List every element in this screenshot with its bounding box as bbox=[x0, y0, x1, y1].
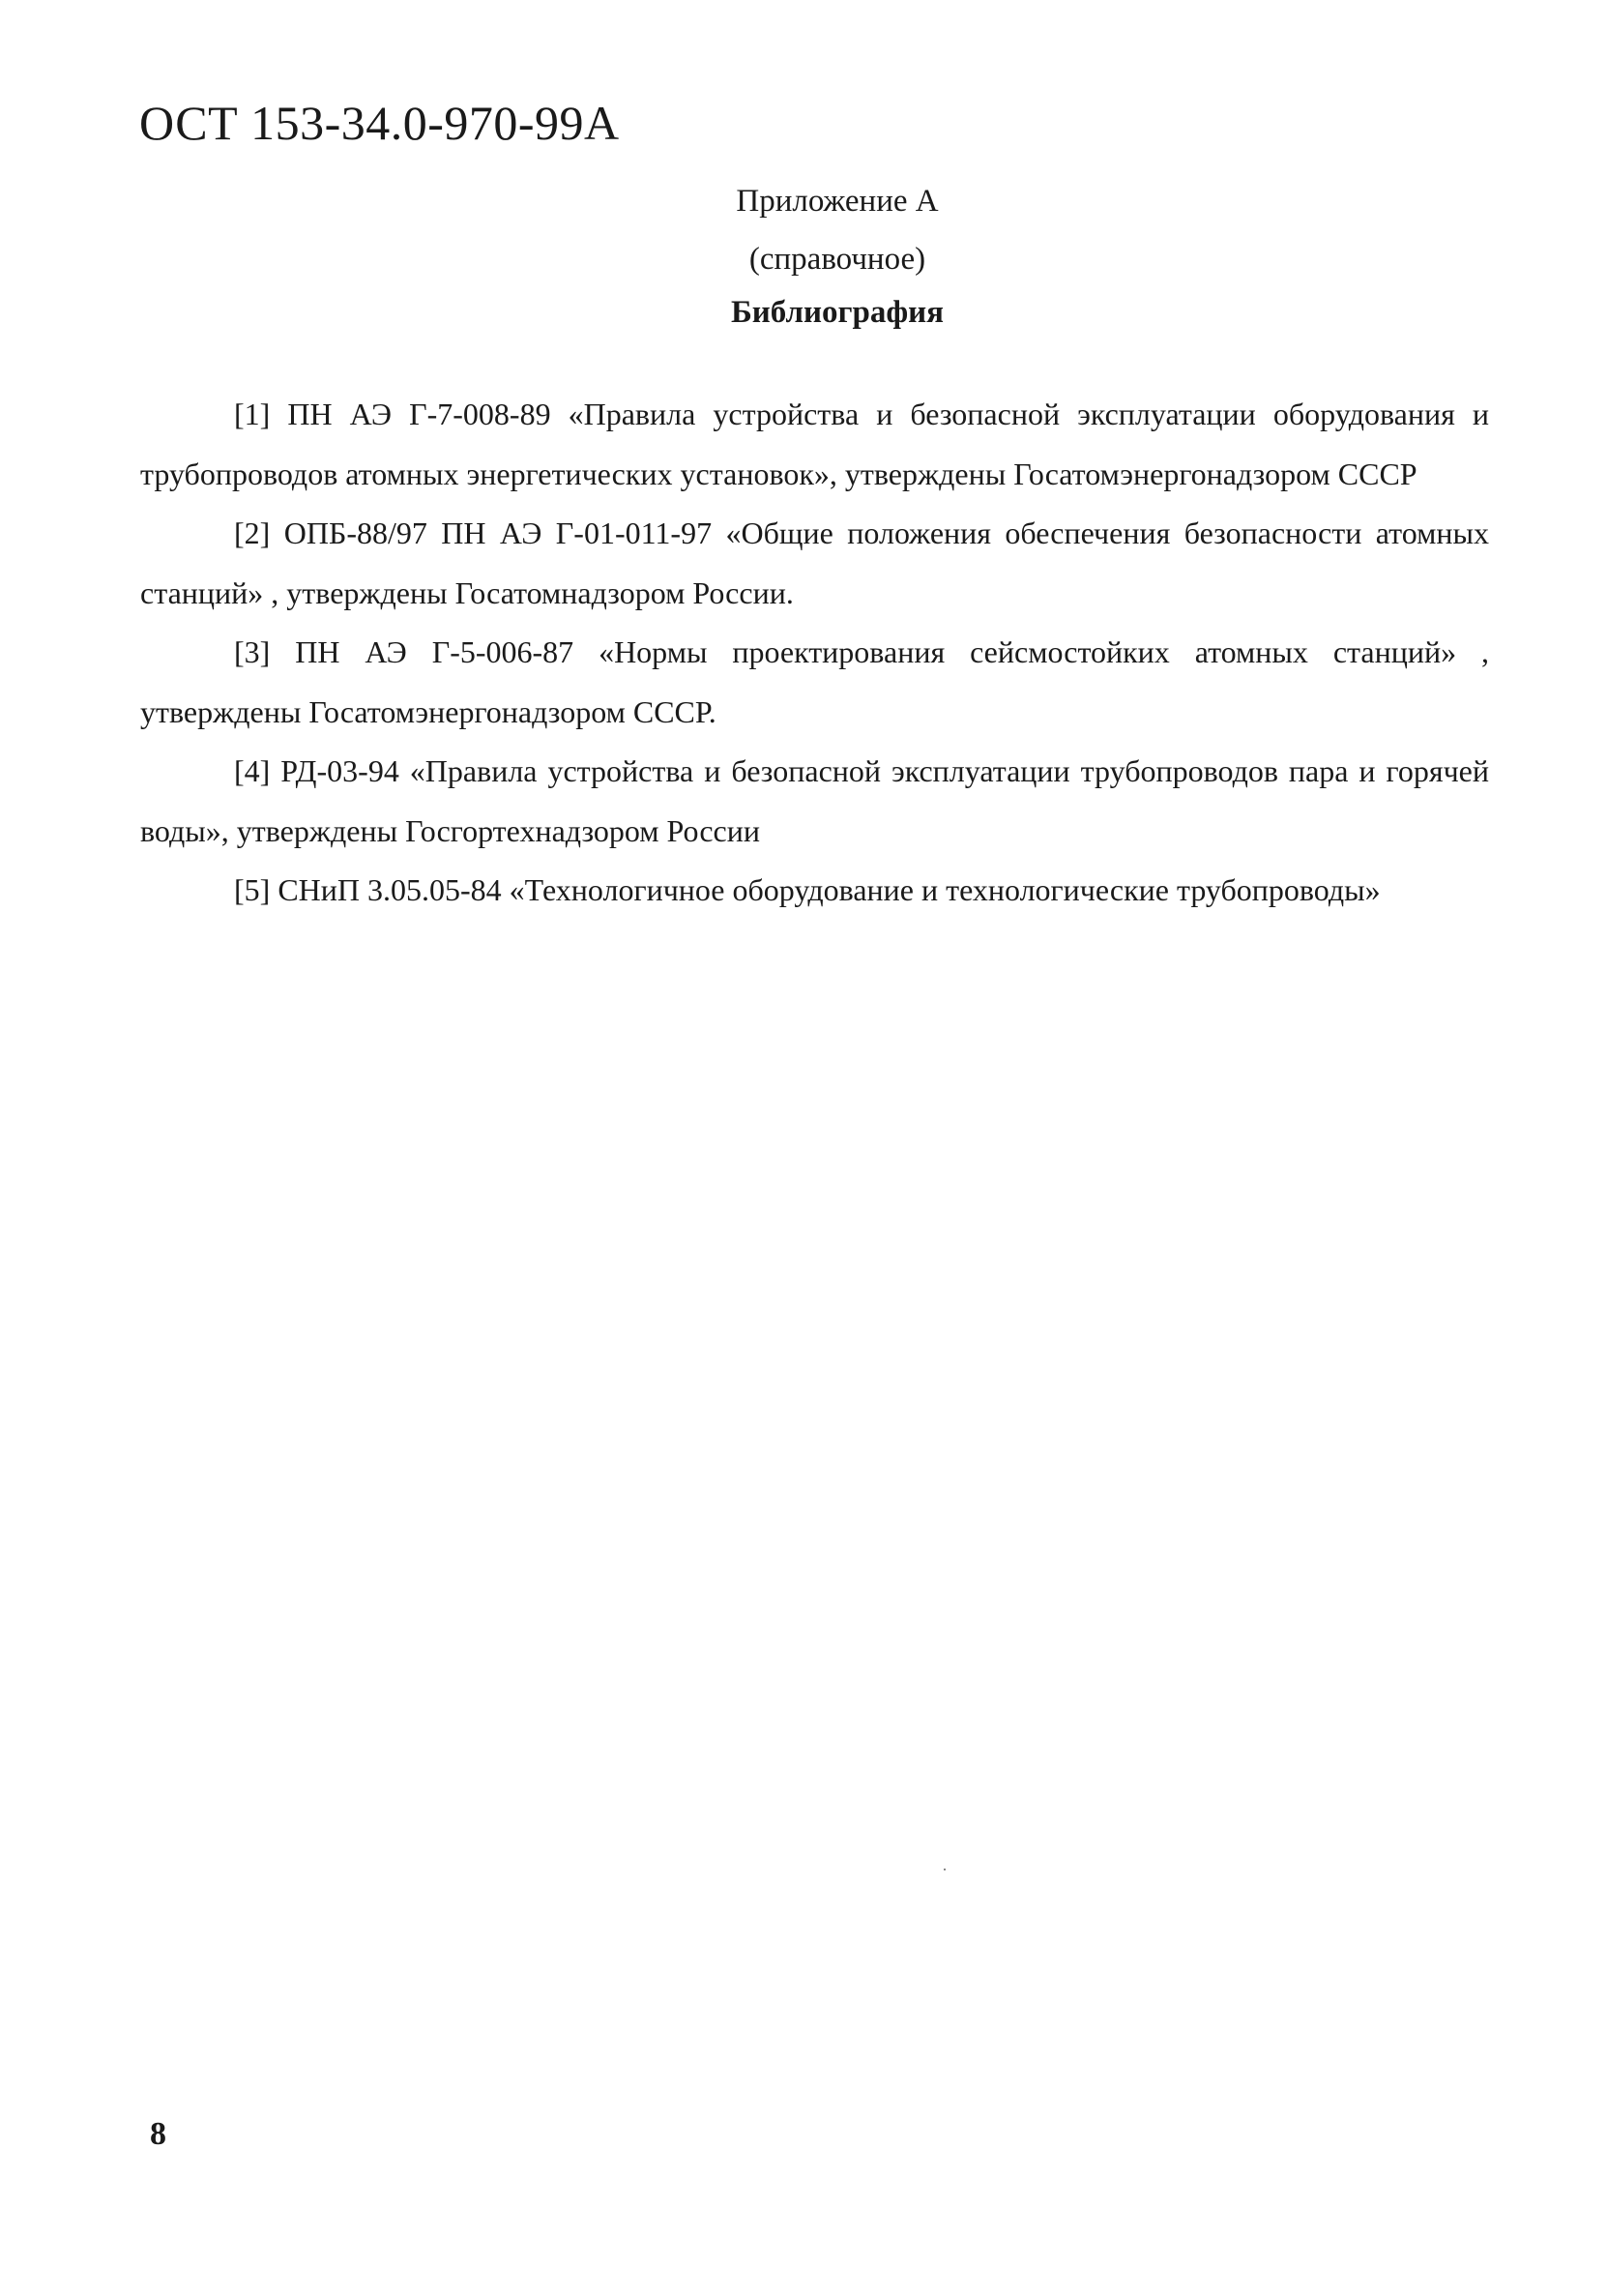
bibliography-item: [3] ПН АЭ Г-5-006-87 «Нормы проектирования сейсмостойких атомных станций» , утверждены Госатомэнергонадзором СССР. bbox=[140, 634, 1489, 729]
bibliography-item: [1] ПН АЭ Г-7-008-89 «Правила устройства и безопасной эксплуатации оборудования и трубопроводов атомных энергетических установок», утверждены Госатомэнергонадзором СССР bbox=[140, 397, 1489, 491]
document-code: ОСТ 153-34.0-970-99А bbox=[139, 96, 620, 150]
bibliography-item: [4] РД-03-94 «Правила устройства и безопасной эксплуатации трубопроводов пара и горячей воды», утверждены Госгортехнадзором России bbox=[140, 753, 1489, 848]
bibliography-list bbox=[140, 385, 1489, 921]
section-heading: Библиография bbox=[730, 295, 945, 330]
scan-speck bbox=[944, 1869, 946, 1870]
page-number: 8 bbox=[150, 2116, 166, 2152]
bibliography-item: [5] СНиП 3.05.05-84 «Технологичное оборудование и технологические трубопроводы» bbox=[234, 872, 1381, 907]
appendix-title: Приложение А bbox=[736, 184, 939, 219]
bibliography-item: [2] ОПБ-88/97 ПН АЭ Г-01-011-97 «Общие положения обеспечения безопасности атомных станций» , утверждены Госатомнадзором России. bbox=[140, 515, 1489, 610]
appendix-note: (справочное) bbox=[748, 242, 926, 277]
